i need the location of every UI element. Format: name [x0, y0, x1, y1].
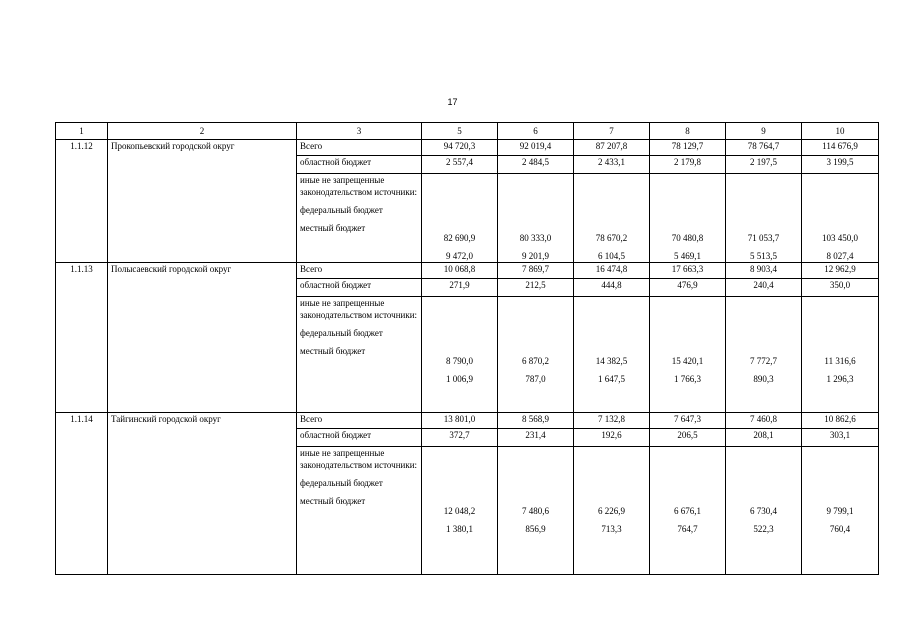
- local-value: 1 006,9: [446, 374, 473, 384]
- header-cell: 1: [56, 123, 108, 140]
- budget-table: [55, 122, 879, 575]
- federal-value: 82 690,9: [443, 233, 476, 243]
- value-cell: 271,9: [422, 279, 498, 297]
- value-cell: [802, 297, 879, 413]
- value-cell: 8 903,4: [726, 263, 802, 279]
- local-value: 5 513,5: [750, 251, 777, 261]
- value-cell: 2 557,4: [422, 156, 498, 174]
- header-cell: 5: [422, 123, 498, 140]
- other-sources-label: иные не запрещенные законодательством источники:: [300, 175, 418, 197]
- value-cell: 7 460,8: [726, 413, 802, 429]
- local-value: 890,3: [753, 374, 774, 384]
- value-cell: 78 764,7: [726, 140, 802, 156]
- header-cell: 7: [574, 123, 650, 140]
- federal-value: 6 226,9: [598, 506, 625, 516]
- local-value: 787,0: [525, 374, 546, 384]
- federal-label: федеральный бюджет: [300, 328, 383, 338]
- local-value: 6 104,5: [598, 251, 625, 261]
- value-cell: [574, 447, 650, 575]
- value-cell: [650, 297, 726, 413]
- page-number: 17: [447, 97, 458, 107]
- federal-value: 70 480,8: [671, 233, 704, 243]
- value-cell: 2 179,8: [650, 156, 726, 174]
- value-cell: 78 129,7: [650, 140, 726, 156]
- municipality-name: Полысаевский городской округ: [108, 263, 297, 413]
- row-label: Всего: [297, 263, 422, 279]
- row-label: Всего: [297, 140, 422, 156]
- federal-value: 6 676,1: [674, 506, 701, 516]
- value-cell: 476,9: [650, 279, 726, 297]
- federal-value: 7 480,6: [522, 506, 549, 516]
- value-cell: 350,0: [802, 279, 879, 297]
- header-cell: 9: [726, 123, 802, 140]
- value-cell: [726, 447, 802, 575]
- federal-value: 15 420,1: [671, 356, 704, 366]
- local-label: местный бюджет: [300, 223, 366, 233]
- table-row: [56, 140, 879, 156]
- municipality-name: Тайгинский городской округ: [108, 413, 297, 575]
- value-cell: [498, 447, 574, 575]
- value-cell: 87 207,8: [574, 140, 650, 156]
- federal-value: 12 048,2: [443, 506, 476, 516]
- value-cell: 94 720,3: [422, 140, 498, 156]
- value-cell: 444,8: [574, 279, 650, 297]
- federal-label: федеральный бюджет: [300, 205, 383, 215]
- local-value: 764,7: [677, 524, 698, 534]
- value-cell: [726, 174, 802, 263]
- sources-label: [297, 447, 422, 575]
- row-label: Всего: [297, 413, 422, 429]
- value-cell: [422, 174, 498, 263]
- row-code: 1.1.13: [56, 263, 108, 413]
- header-cell: 2: [108, 123, 297, 140]
- local-value: 9 472,0: [446, 251, 473, 261]
- row-label: областной бюджет: [297, 156, 422, 174]
- row-label: областной бюджет: [297, 279, 422, 297]
- value-cell: 8 568,9: [498, 413, 574, 429]
- federal-label: федеральный бюджет: [300, 478, 383, 488]
- local-value: 5 469,1: [674, 251, 701, 261]
- value-cell: 7 647,3: [650, 413, 726, 429]
- federal-value: 7 772,7: [750, 356, 777, 366]
- value-cell: 372,7: [422, 429, 498, 447]
- value-cell: 2 197,5: [726, 156, 802, 174]
- value-cell: 92 019,4: [498, 140, 574, 156]
- local-value: 856,9: [525, 524, 546, 534]
- value-cell: 208,1: [726, 429, 802, 447]
- local-value: 8 027,4: [826, 251, 854, 261]
- row-label: областной бюджет: [297, 429, 422, 447]
- federal-value: 14 382,5: [595, 356, 628, 366]
- federal-value: 78 670,2: [595, 233, 628, 243]
- value-cell: 3 199,5: [802, 156, 879, 174]
- value-cell: 192,6: [574, 429, 650, 447]
- value-cell: 2 433,1: [574, 156, 650, 174]
- table-row: [56, 413, 879, 429]
- row-code: 1.1.14: [56, 413, 108, 575]
- value-cell: 17 663,3: [650, 263, 726, 279]
- federal-value: 8 790,0: [446, 356, 473, 366]
- local-label: местный бюджет: [300, 346, 366, 356]
- header-cell: 6: [498, 123, 574, 140]
- header-cell: 3: [297, 123, 422, 140]
- value-cell: 240,4: [726, 279, 802, 297]
- value-cell: 303,1: [802, 429, 879, 447]
- local-value: 1 380,1: [446, 524, 473, 534]
- local-value: 1 296,3: [826, 374, 854, 384]
- value-cell: 212,5: [498, 279, 574, 297]
- federal-value: 9 799,1: [826, 506, 854, 516]
- value-cell: [498, 297, 574, 413]
- header-cell: 10: [802, 123, 879, 140]
- table-row: [56, 263, 879, 279]
- sources-label: [297, 174, 422, 263]
- value-cell: [650, 447, 726, 575]
- other-sources-label: иные не запрещенные законодательством источники:: [300, 448, 418, 470]
- header-cell: 8: [650, 123, 726, 140]
- value-cell: 10 862,6: [802, 413, 879, 429]
- local-value: 1 647,5: [598, 374, 625, 384]
- value-cell: 7 132,8: [574, 413, 650, 429]
- local-value: 9 201,9: [522, 251, 549, 261]
- value-cell: [422, 447, 498, 575]
- value-cell: [802, 447, 879, 575]
- local-value: 713,3: [601, 524, 622, 534]
- other-sources-label: иные не запрещенные законодательством источники:: [300, 298, 418, 320]
- table-header-row: [56, 123, 879, 140]
- local-value: 1 766,3: [674, 374, 701, 384]
- value-cell: [422, 297, 498, 413]
- value-cell: [498, 174, 574, 263]
- federal-value: 71 053,7: [747, 233, 780, 243]
- federal-value: 80 333,0: [519, 233, 552, 243]
- value-cell: 10 068,8: [422, 263, 498, 279]
- value-cell: 13 801,0: [422, 413, 498, 429]
- value-cell: 114 676,9: [802, 140, 879, 156]
- value-cell: 2 484,5: [498, 156, 574, 174]
- local-value: 522,3: [753, 524, 774, 534]
- value-cell: 16 474,8: [574, 263, 650, 279]
- value-cell: [726, 297, 802, 413]
- federal-value: 11 316,6: [824, 356, 856, 366]
- local-label: местный бюджет: [300, 496, 366, 506]
- row-code: 1.1.12: [56, 140, 108, 263]
- sources-label: [297, 297, 422, 413]
- value-cell: [574, 297, 650, 413]
- value-cell: 12 962,9: [802, 263, 879, 279]
- local-value: 760,4: [829, 524, 851, 534]
- value-cell: [802, 174, 879, 263]
- federal-value: 6 730,4: [750, 506, 777, 516]
- municipality-name: Прокопьевский городской округ: [108, 140, 297, 263]
- federal-value: 6 870,2: [522, 356, 549, 366]
- value-cell: 231,4: [498, 429, 574, 447]
- value-cell: 206,5: [650, 429, 726, 447]
- value-cell: [650, 174, 726, 263]
- value-cell: [574, 174, 650, 263]
- value-cell: 7 869,7: [498, 263, 574, 279]
- federal-value: 103 450,0: [822, 233, 858, 243]
